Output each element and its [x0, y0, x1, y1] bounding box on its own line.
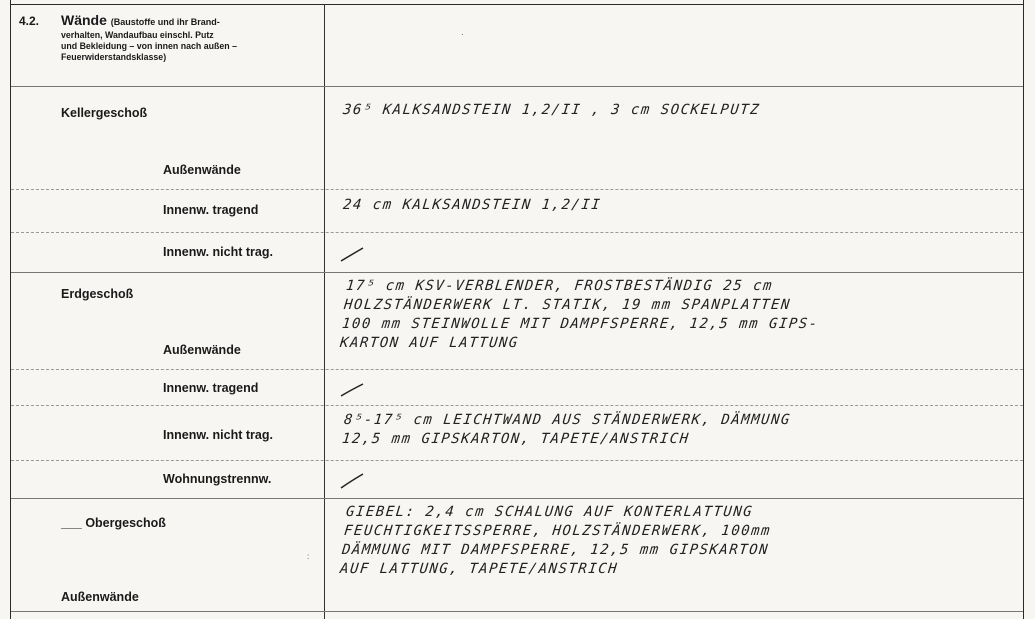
paper-speck: · — [461, 30, 464, 39]
obergeschoss-aussen-label: Außenwände — [61, 590, 139, 604]
erdgeschoss-wohnung-label: Wohnungstrennw. — [163, 472, 272, 486]
obergeschoss-label: ___ Obergeschoß — [61, 516, 166, 530]
empty-entry-slash — [339, 380, 365, 400]
empty-entry-slash — [339, 244, 365, 264]
erdgeschoss-aussen-label: Außenwände — [163, 343, 241, 357]
wall-construction-form — [10, 0, 1024, 619]
kellergeschoss-innen-nicht-label: Innenw. nicht trag. — [163, 245, 273, 259]
column-divider — [324, 4, 325, 619]
obergeschoss-aussen-value: GIEBEL: 2,4 cm SCHALUNG AUF KONTERLATTUNG FEUCHTIGKEITSSPERRE, HOLZSTÄNDERWERK, 100mm DÄMMUNG MIT DAMPFSPERRE, 12,5 mm GIPSKARTON AUF LATTUNG, TAPETE/ANSTRICH — [339, 504, 772, 577]
section-title — [61, 12, 220, 28]
row-divider — [11, 369, 1023, 370]
erdgeschoss-innen-nicht-value: 8⁵-17⁵ cm LEICHTWAND AUS STÄNDERWERK, DÄMMUNG 12,5 mm GIPSKARTON, TAPETE/ANSTRICH — [341, 412, 792, 447]
erdgeschoss-label: Erdgeschoß — [61, 287, 134, 301]
top-border — [11, 4, 1023, 5]
row-divider — [11, 498, 1023, 499]
section-title-note: (Baustoffe und ihr Brand- — [110, 17, 220, 27]
empty-entry-slash — [339, 470, 365, 492]
section-title-text: Wände — [61, 12, 107, 28]
kellergeschoss-label: Kellergeschoß — [61, 106, 148, 120]
section-description: verhalten, Wandaufbau einschl. Putz und Bekleidung – von innen nach außen – Feuerwiderstandsklasse) — [61, 30, 237, 62]
kellergeschoss-innen-tragend-label: Innenw. tragend — [163, 203, 259, 217]
row-divider — [11, 189, 1023, 190]
row-divider — [11, 272, 1023, 273]
row-divider — [11, 405, 1023, 406]
row-divider — [11, 86, 1023, 87]
paper-speck: : — [307, 552, 310, 561]
row-divider — [11, 611, 1023, 612]
section-number: 4.2. — [19, 14, 40, 28]
kellergeschoss-innen-tragend-value: 24 cm KALKSANDSTEIN 1,2/II — [342, 197, 603, 213]
erdgeschoss-innen-nicht-label: Innenw. nicht trag. — [163, 428, 273, 442]
kellergeschoss-aussen-value: 36⁵ KALKSANDSTEIN 1,2/II , 3 cm SOCKELPUTZ — [342, 102, 761, 118]
erdgeschoss-innen-tragend-label: Innenw. tragend — [163, 381, 259, 395]
row-divider — [11, 460, 1023, 461]
erdgeschoss-aussen-value: 17⁵ cm KSV-VERBLENDER, FROSTBESTÄNDIG 25 cm HOLZSTÄNDERWERK LT. STATIK, 19 mm SPANPLATTEN 100 mm STEINWOLLE MIT DAMPFSPERRE, 12,5 mm GIPS- KARTON AUF LATTUNG — [339, 278, 820, 351]
kellergeschoss-aussen-label: Außenwände — [163, 163, 241, 177]
row-divider — [11, 232, 1023, 233]
